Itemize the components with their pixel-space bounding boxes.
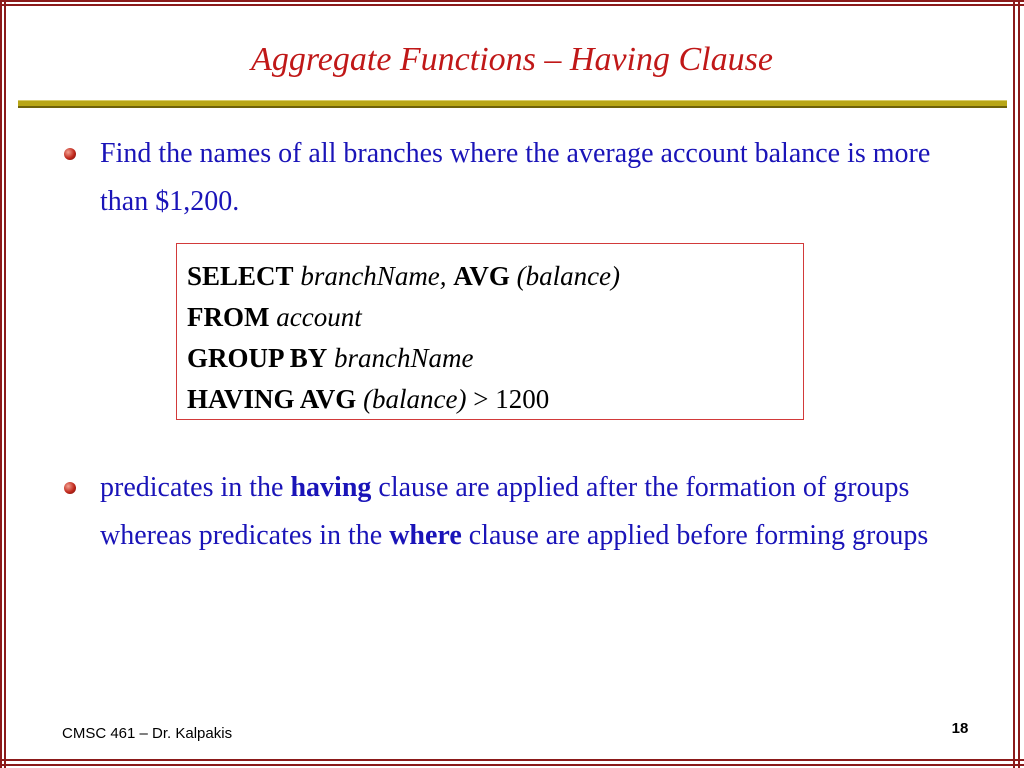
sql-line [187, 256, 803, 297]
sql-keyword: SELECT [187, 261, 294, 291]
frame-line [1013, 0, 1015, 768]
sql-identifier: account [276, 302, 362, 332]
frame-line [0, 0, 1024, 2]
sql-identifier: (balance) [363, 384, 467, 414]
sql-identifier: branchName, [300, 261, 447, 291]
sql-keyword: HAVING AVG [187, 384, 357, 414]
frame-line [0, 0, 2, 768]
bullet-text-2 [100, 464, 980, 560]
bullet-text-1: Find the names of all branches where the average account balance is more than $1,200. [100, 138, 931, 217]
sql-line [187, 338, 803, 379]
footer-course: CMSC 461 – Dr. Kalpakis [62, 725, 233, 742]
frame-line [0, 764, 1024, 766]
sql-line [187, 379, 803, 420]
sql-identifier: (balance) [516, 261, 621, 291]
sql-line [187, 297, 803, 338]
frame-line [0, 759, 1024, 761]
page-number: 18 [951, 720, 969, 737]
slide-title: Aggregate Functions – Having Clause [251, 41, 773, 78]
text-run: clause are applied before forming groups [468, 520, 929, 551]
keyword-where: where [389, 520, 462, 551]
sql-value: 1200 [495, 384, 550, 414]
sql-query-box [176, 243, 804, 420]
text-run: predicates in the [100, 472, 284, 503]
frame-line [0, 4, 1024, 6]
sql-operator: > [473, 384, 489, 414]
sql-keyword: FROM [187, 302, 270, 332]
sql-keyword: GROUP BY [187, 343, 328, 373]
bullet-icon [64, 148, 76, 160]
text-run: clause are applied after the formation of groups whereas predicates in the [100, 472, 910, 551]
sql-identifier: branchName [334, 343, 474, 373]
frame-line [1018, 0, 1020, 768]
keyword-having: having [290, 472, 372, 503]
title-divider [18, 100, 1007, 108]
frame-line [4, 0, 6, 768]
bullet-icon [64, 482, 76, 494]
sql-keyword: AVG [453, 261, 510, 291]
